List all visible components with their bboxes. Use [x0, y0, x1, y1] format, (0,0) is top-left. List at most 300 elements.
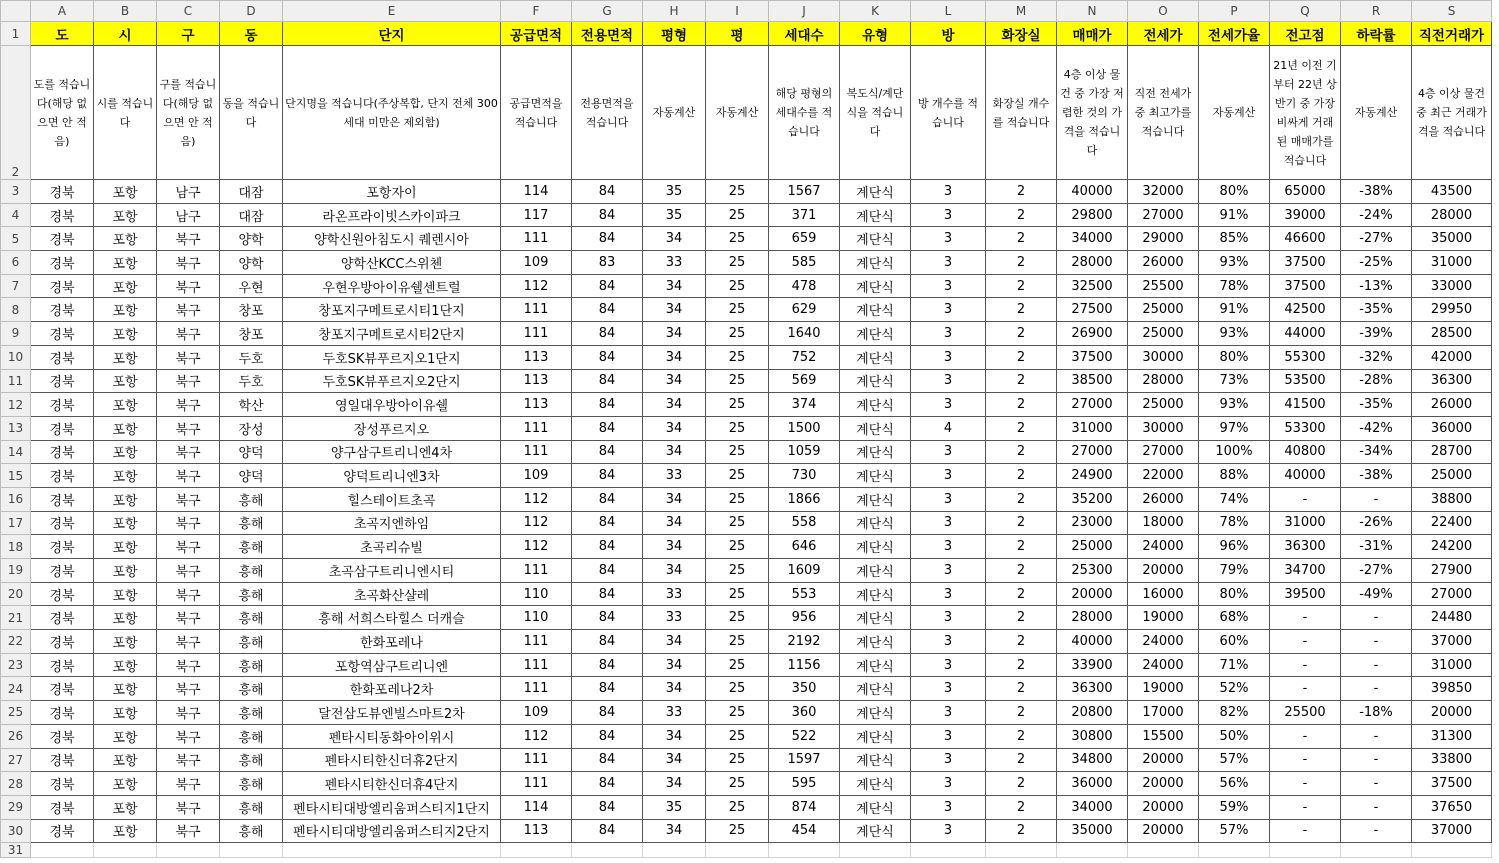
data-cell[interactable]: 629	[769, 298, 840, 322]
data-cell[interactable]: 북구	[157, 274, 220, 298]
data-cell[interactable]: 84	[572, 748, 643, 772]
data-cell[interactable]: 84	[572, 203, 643, 227]
data-cell[interactable]: 25	[706, 819, 769, 843]
empty-cell[interactable]	[1270, 843, 1341, 858]
data-cell[interactable]: 371	[769, 203, 840, 227]
data-cell[interactable]: 29000	[1128, 227, 1199, 251]
data-cell[interactable]: 3	[911, 227, 986, 251]
data-cell[interactable]: 40800	[1270, 440, 1341, 464]
data-cell[interactable]: 두호SK뷰푸르지오1단지	[283, 345, 501, 369]
data-cell[interactable]: -	[1341, 487, 1412, 511]
data-cell[interactable]: 84	[572, 535, 643, 559]
data-cell[interactable]: 대잠	[220, 180, 283, 204]
data-cell[interactable]: -27%	[1341, 559, 1412, 583]
data-cell[interactable]: 24480	[1412, 606, 1492, 630]
data-cell[interactable]: 2	[986, 180, 1057, 204]
row-header[interactable]: 3	[1, 180, 31, 204]
data-cell[interactable]: 경북	[31, 772, 94, 796]
data-cell[interactable]: 84	[572, 369, 643, 393]
row-header[interactable]: 4	[1, 203, 31, 227]
data-cell[interactable]: 흥해	[220, 772, 283, 796]
data-cell[interactable]: 흥해	[220, 653, 283, 677]
data-cell[interactable]: 경북	[31, 487, 94, 511]
data-cell[interactable]: 93%	[1199, 322, 1270, 346]
data-cell[interactable]: 111	[501, 298, 572, 322]
data-cell[interactable]: 흥해	[220, 582, 283, 606]
data-cell[interactable]: -	[1341, 795, 1412, 819]
data-cell[interactable]: 84	[572, 440, 643, 464]
data-cell[interactable]: 27900	[1412, 559, 1492, 583]
description-cell[interactable]: 자동계산	[1341, 46, 1412, 180]
header-cell[interactable]: 직전거래가	[1412, 22, 1492, 46]
data-cell[interactable]: 454	[769, 819, 840, 843]
header-cell[interactable]: 단지	[283, 22, 501, 46]
data-cell[interactable]: 25	[706, 559, 769, 583]
data-cell[interactable]: 북구	[157, 724, 220, 748]
data-cell[interactable]: 2	[986, 535, 1057, 559]
data-cell[interactable]: 우현	[220, 274, 283, 298]
data-cell[interactable]: 19000	[1128, 677, 1199, 701]
data-cell[interactable]: 26000	[1128, 487, 1199, 511]
data-cell[interactable]: 37500	[1057, 345, 1128, 369]
data-cell[interactable]: 78%	[1199, 274, 1270, 298]
data-cell[interactable]: 경북	[31, 701, 94, 725]
data-cell[interactable]: 25	[706, 203, 769, 227]
data-cell[interactable]: 3	[911, 180, 986, 204]
data-cell[interactable]: 경북	[31, 416, 94, 440]
data-cell[interactable]: 흥해	[220, 630, 283, 654]
data-cell[interactable]: 27000	[1128, 440, 1199, 464]
row-header[interactable]: 16	[1, 487, 31, 511]
data-cell[interactable]: 28000	[1057, 251, 1128, 275]
data-cell[interactable]: 32000	[1128, 180, 1199, 204]
data-cell[interactable]: 80%	[1199, 180, 1270, 204]
data-cell[interactable]: 계단식	[840, 559, 911, 583]
column-header[interactable]: P	[1199, 1, 1270, 22]
data-cell[interactable]: 펜타시티동화아이위시	[283, 724, 501, 748]
row-header[interactable]: 13	[1, 416, 31, 440]
data-cell[interactable]: 28000	[1057, 606, 1128, 630]
data-cell[interactable]: 경북	[31, 298, 94, 322]
empty-cell[interactable]	[643, 843, 706, 858]
row-header[interactable]: 31	[1, 843, 31, 858]
description-cell[interactable]: 단지명을 적습니다(주상복합, 단지 전체 300세대 미만은 제외함)	[283, 46, 501, 180]
data-cell[interactable]: 2	[986, 464, 1057, 488]
data-cell[interactable]: 북구	[157, 440, 220, 464]
data-cell[interactable]: -24%	[1341, 203, 1412, 227]
data-cell[interactable]: 34	[643, 227, 706, 251]
data-cell[interactable]: 30000	[1128, 416, 1199, 440]
data-cell[interactable]: 3	[911, 251, 986, 275]
data-cell[interactable]: 34	[643, 819, 706, 843]
data-cell[interactable]: 40000	[1057, 630, 1128, 654]
row-header[interactable]: 12	[1, 393, 31, 417]
data-cell[interactable]: 2	[986, 274, 1057, 298]
data-cell[interactable]: 계단식	[840, 440, 911, 464]
data-cell[interactable]: 포항	[94, 630, 157, 654]
data-cell[interactable]: 25	[706, 322, 769, 346]
data-cell[interactable]: 계단식	[840, 464, 911, 488]
data-cell[interactable]: 569	[769, 369, 840, 393]
data-cell[interactable]: 44000	[1270, 322, 1341, 346]
column-header[interactable]: G	[572, 1, 643, 22]
data-cell[interactable]: 양덕	[220, 464, 283, 488]
data-cell[interactable]: 956	[769, 606, 840, 630]
row-header[interactable]: 20	[1, 582, 31, 606]
data-cell[interactable]: 52%	[1199, 677, 1270, 701]
data-cell[interactable]: 40000	[1270, 464, 1341, 488]
data-cell[interactable]: 25	[706, 630, 769, 654]
data-cell[interactable]: 37500	[1412, 772, 1492, 796]
data-cell[interactable]: 1567	[769, 180, 840, 204]
data-cell[interactable]: 27000	[1412, 582, 1492, 606]
data-cell[interactable]: -	[1270, 724, 1341, 748]
data-cell[interactable]: 3	[911, 203, 986, 227]
data-cell[interactable]: 계단식	[840, 345, 911, 369]
data-cell[interactable]: 35	[643, 203, 706, 227]
data-cell[interactable]: 68%	[1199, 606, 1270, 630]
data-cell[interactable]: 34	[643, 369, 706, 393]
description-cell[interactable]: 21년 이전 기부터 22년 상반기 중 가장 비싸게 거래된 매매가를 적습니다	[1270, 46, 1341, 180]
data-cell[interactable]: 흥해	[220, 487, 283, 511]
data-cell[interactable]: 37500	[1270, 251, 1341, 275]
data-cell[interactable]: 34	[643, 772, 706, 796]
data-cell[interactable]: 84	[572, 559, 643, 583]
data-cell[interactable]: 60%	[1199, 630, 1270, 654]
data-cell[interactable]: 20000	[1128, 795, 1199, 819]
data-cell[interactable]: -	[1341, 748, 1412, 772]
data-cell[interactable]: 71%	[1199, 653, 1270, 677]
description-cell[interactable]: 자동계산	[1199, 46, 1270, 180]
header-cell[interactable]: 평형	[643, 22, 706, 46]
data-cell[interactable]: 학산	[220, 393, 283, 417]
data-cell[interactable]: 25	[706, 274, 769, 298]
data-cell[interactable]: 포항	[94, 795, 157, 819]
data-cell[interactable]: 장성푸르지오	[283, 416, 501, 440]
empty-cell[interactable]	[1412, 843, 1492, 858]
data-cell[interactable]: 84	[572, 511, 643, 535]
data-cell[interactable]: 1609	[769, 559, 840, 583]
description-cell[interactable]: 전용면적을 적습니다	[572, 46, 643, 180]
column-header[interactable]: A	[31, 1, 94, 22]
data-cell[interactable]: 84	[572, 795, 643, 819]
data-cell[interactable]: 111	[501, 748, 572, 772]
header-cell[interactable]: 화장실	[986, 22, 1057, 46]
data-cell[interactable]: -13%	[1341, 274, 1412, 298]
data-cell[interactable]: 96%	[1199, 535, 1270, 559]
data-cell[interactable]: 초곡지엔하임	[283, 511, 501, 535]
data-cell[interactable]: 펜타시티대방엘리움퍼스티지1단지	[283, 795, 501, 819]
data-cell[interactable]: 계단식	[840, 274, 911, 298]
data-cell[interactable]: 34	[643, 298, 706, 322]
row-header[interactable]: 10	[1, 345, 31, 369]
description-cell[interactable]: 공급면적을 적습니다	[501, 46, 572, 180]
data-cell[interactable]: 양구삼구트리니엔4차	[283, 440, 501, 464]
data-cell[interactable]: 553	[769, 582, 840, 606]
data-cell[interactable]: 111	[501, 677, 572, 701]
data-cell[interactable]: 34000	[1057, 227, 1128, 251]
data-cell[interactable]: 110	[501, 582, 572, 606]
data-cell[interactable]: 두호	[220, 369, 283, 393]
data-cell[interactable]: -	[1341, 772, 1412, 796]
select-all-corner[interactable]	[1, 1, 31, 22]
data-cell[interactable]: 360	[769, 701, 840, 725]
data-cell[interactable]: -42%	[1341, 416, 1412, 440]
data-cell[interactable]: 흥해	[220, 606, 283, 630]
data-cell[interactable]: 91%	[1199, 203, 1270, 227]
data-cell[interactable]: 39850	[1412, 677, 1492, 701]
data-cell[interactable]: 계단식	[840, 251, 911, 275]
data-cell[interactable]: 북구	[157, 630, 220, 654]
data-cell[interactable]: 포항	[94, 227, 157, 251]
data-cell[interactable]: 4	[911, 416, 986, 440]
data-cell[interactable]: 계단식	[840, 772, 911, 796]
data-cell[interactable]: 포항	[94, 203, 157, 227]
data-cell[interactable]: 25500	[1270, 701, 1341, 725]
data-cell[interactable]: 포항	[94, 606, 157, 630]
data-cell[interactable]: 73%	[1199, 369, 1270, 393]
data-cell[interactable]: 경북	[31, 606, 94, 630]
description-cell[interactable]: 자동계산	[706, 46, 769, 180]
column-header[interactable]: C	[157, 1, 220, 22]
data-cell[interactable]: 2	[986, 511, 1057, 535]
data-cell[interactable]: 27000	[1057, 440, 1128, 464]
data-cell[interactable]: 42500	[1270, 298, 1341, 322]
data-cell[interactable]: 84	[572, 464, 643, 488]
row-header[interactable]: 14	[1, 440, 31, 464]
data-cell[interactable]: 34800	[1057, 748, 1128, 772]
header-cell[interactable]: 매매가	[1057, 22, 1128, 46]
data-cell[interactable]: 26000	[1128, 251, 1199, 275]
data-cell[interactable]: 37650	[1412, 795, 1492, 819]
data-cell[interactable]: 585	[769, 251, 840, 275]
empty-cell[interactable]	[1199, 843, 1270, 858]
row-header[interactable]: 24	[1, 677, 31, 701]
header-cell[interactable]: 평	[706, 22, 769, 46]
data-cell[interactable]: 113	[501, 345, 572, 369]
data-cell[interactable]: 25000	[1412, 464, 1492, 488]
data-cell[interactable]: 55300	[1270, 345, 1341, 369]
data-cell[interactable]: 포항	[94, 251, 157, 275]
data-cell[interactable]: 25	[706, 416, 769, 440]
row-header[interactable]: 21	[1, 606, 31, 630]
data-cell[interactable]: -	[1270, 487, 1341, 511]
data-cell[interactable]: -26%	[1341, 511, 1412, 535]
data-cell[interactable]: 80%	[1199, 345, 1270, 369]
empty-cell[interactable]	[157, 843, 220, 858]
data-cell[interactable]: 16000	[1128, 582, 1199, 606]
data-cell[interactable]: 포항	[94, 772, 157, 796]
data-cell[interactable]: 34	[643, 487, 706, 511]
data-cell[interactable]: 33	[643, 464, 706, 488]
data-cell[interactable]: 포항	[94, 369, 157, 393]
data-cell[interactable]: 포항	[94, 345, 157, 369]
data-cell[interactable]: 83	[572, 251, 643, 275]
data-cell[interactable]: 경북	[31, 440, 94, 464]
data-cell[interactable]: 84	[572, 298, 643, 322]
row-header[interactable]: 9	[1, 322, 31, 346]
header-cell[interactable]: 공급면적	[501, 22, 572, 46]
data-cell[interactable]: 84	[572, 393, 643, 417]
row-header[interactable]: 15	[1, 464, 31, 488]
data-cell[interactable]: 84	[572, 677, 643, 701]
empty-cell[interactable]	[94, 843, 157, 858]
data-cell[interactable]: 포항자이	[283, 180, 501, 204]
data-cell[interactable]: 25	[706, 487, 769, 511]
header-cell[interactable]: 도	[31, 22, 94, 46]
data-cell[interactable]: 대잠	[220, 203, 283, 227]
data-cell[interactable]: 2	[986, 487, 1057, 511]
row-header[interactable]: 28	[1, 772, 31, 796]
data-cell[interactable]: 북구	[157, 582, 220, 606]
data-cell[interactable]: 2	[986, 298, 1057, 322]
data-cell[interactable]: 34	[643, 440, 706, 464]
data-cell[interactable]: 84	[572, 819, 643, 843]
data-cell[interactable]: -34%	[1341, 440, 1412, 464]
description-cell[interactable]: 화장실 개수를 적습니다	[986, 46, 1057, 180]
data-cell[interactable]: 계단식	[840, 416, 911, 440]
data-cell[interactable]: 33	[643, 251, 706, 275]
data-cell[interactable]: 펜타시티한신더휴4단지	[283, 772, 501, 796]
data-cell[interactable]: 경북	[31, 251, 94, 275]
column-header[interactable]: L	[911, 1, 986, 22]
data-cell[interactable]: 2	[986, 819, 1057, 843]
description-cell[interactable]: 해당 평형의 세대수를 적습니다	[769, 46, 840, 180]
data-cell[interactable]: -38%	[1341, 464, 1412, 488]
data-cell[interactable]: -35%	[1341, 393, 1412, 417]
row-header[interactable]: 19	[1, 559, 31, 583]
data-cell[interactable]: 33000	[1412, 274, 1492, 298]
header-cell[interactable]: 전고점	[1270, 22, 1341, 46]
header-cell[interactable]: 유형	[840, 22, 911, 46]
data-cell[interactable]: 계단식	[840, 511, 911, 535]
data-cell[interactable]: 포항	[94, 653, 157, 677]
data-cell[interactable]: 35000	[1057, 819, 1128, 843]
row-header[interactable]: 30	[1, 819, 31, 843]
data-cell[interactable]: 32500	[1057, 274, 1128, 298]
data-cell[interactable]: 경북	[31, 724, 94, 748]
data-cell[interactable]: -35%	[1341, 298, 1412, 322]
data-cell[interactable]: 달전삼도뷰엔빌스마트2차	[283, 701, 501, 725]
data-cell[interactable]: 22400	[1412, 511, 1492, 535]
data-cell[interactable]: -	[1341, 606, 1412, 630]
description-cell[interactable]: 시를 적습니다	[94, 46, 157, 180]
row-header[interactable]: 1	[1, 22, 31, 46]
data-cell[interactable]: 3	[911, 724, 986, 748]
data-cell[interactable]: 3	[911, 772, 986, 796]
data-cell[interactable]: -	[1270, 772, 1341, 796]
data-cell[interactable]: 계단식	[840, 701, 911, 725]
column-header[interactable]: K	[840, 1, 911, 22]
data-cell[interactable]: 경북	[31, 322, 94, 346]
data-cell[interactable]: 흥해 서희스타힐스 더캐슬	[283, 606, 501, 630]
data-cell[interactable]: 흥해	[220, 535, 283, 559]
data-cell[interactable]: 25	[706, 511, 769, 535]
data-cell[interactable]: 포항	[94, 416, 157, 440]
row-header[interactable]: 29	[1, 795, 31, 819]
data-cell[interactable]: 계단식	[840, 582, 911, 606]
data-cell[interactable]: 북구	[157, 772, 220, 796]
data-cell[interactable]: -	[1270, 795, 1341, 819]
data-cell[interactable]: 2	[986, 203, 1057, 227]
data-cell[interactable]: 478	[769, 274, 840, 298]
data-cell[interactable]: 85%	[1199, 227, 1270, 251]
row-header[interactable]: 23	[1, 653, 31, 677]
data-cell[interactable]: 109	[501, 251, 572, 275]
row-header[interactable]: 27	[1, 748, 31, 772]
data-cell[interactable]: 84	[572, 724, 643, 748]
data-cell[interactable]: 110	[501, 606, 572, 630]
data-cell[interactable]: 25	[706, 393, 769, 417]
data-cell[interactable]: 41500	[1270, 393, 1341, 417]
data-cell[interactable]: 595	[769, 772, 840, 796]
data-cell[interactable]: 2	[986, 559, 1057, 583]
data-cell[interactable]: 포항	[94, 440, 157, 464]
data-cell[interactable]: 2	[986, 322, 1057, 346]
data-cell[interactable]: 34	[643, 630, 706, 654]
data-cell[interactable]: 34	[643, 724, 706, 748]
data-cell[interactable]: 북구	[157, 795, 220, 819]
data-cell[interactable]: 양덕트리니엔3차	[283, 464, 501, 488]
data-cell[interactable]: 포항	[94, 487, 157, 511]
data-cell[interactable]: 35200	[1057, 487, 1128, 511]
empty-cell[interactable]	[501, 843, 572, 858]
data-cell[interactable]: 경북	[31, 345, 94, 369]
data-cell[interactable]: 2	[986, 630, 1057, 654]
data-cell[interactable]: 25	[706, 748, 769, 772]
column-header[interactable]: O	[1128, 1, 1199, 22]
data-cell[interactable]: 112	[501, 487, 572, 511]
row-header[interactable]: 18	[1, 535, 31, 559]
data-cell[interactable]: 포항	[94, 701, 157, 725]
data-cell[interactable]: 36000	[1057, 772, 1128, 796]
data-cell[interactable]: 34	[643, 653, 706, 677]
row-header[interactable]: 11	[1, 369, 31, 393]
data-cell[interactable]: 25000	[1128, 393, 1199, 417]
data-cell[interactable]: 20000	[1128, 819, 1199, 843]
data-cell[interactable]: 25	[706, 653, 769, 677]
data-cell[interactable]: 27000	[1128, 203, 1199, 227]
data-cell[interactable]: -	[1341, 630, 1412, 654]
data-cell[interactable]: 2	[986, 369, 1057, 393]
data-cell[interactable]: 초곡삼구트리니엔시티	[283, 559, 501, 583]
data-cell[interactable]: 3	[911, 819, 986, 843]
data-cell[interactable]: 111	[501, 227, 572, 251]
data-cell[interactable]: 79%	[1199, 559, 1270, 583]
data-cell[interactable]: 1156	[769, 653, 840, 677]
data-cell[interactable]: 계단식	[840, 227, 911, 251]
row-header[interactable]: 26	[1, 724, 31, 748]
data-cell[interactable]: 3	[911, 464, 986, 488]
data-cell[interactable]: 25	[706, 606, 769, 630]
data-cell[interactable]: 34	[643, 559, 706, 583]
data-cell[interactable]: 2	[986, 677, 1057, 701]
data-cell[interactable]: 74%	[1199, 487, 1270, 511]
data-cell[interactable]: -27%	[1341, 227, 1412, 251]
data-cell[interactable]: 2	[986, 748, 1057, 772]
header-cell[interactable]: 동	[220, 22, 283, 46]
data-cell[interactable]: 26000	[1412, 393, 1492, 417]
data-cell[interactable]: 93%	[1199, 251, 1270, 275]
data-cell[interactable]: 포항	[94, 724, 157, 748]
data-cell[interactable]: 경북	[31, 630, 94, 654]
column-header[interactable]: D	[220, 1, 283, 22]
data-cell[interactable]: 초곡리슈빌	[283, 535, 501, 559]
data-cell[interactable]: 24000	[1128, 535, 1199, 559]
data-cell[interactable]: 29950	[1412, 298, 1492, 322]
data-cell[interactable]: 34	[643, 748, 706, 772]
column-header[interactable]: I	[706, 1, 769, 22]
